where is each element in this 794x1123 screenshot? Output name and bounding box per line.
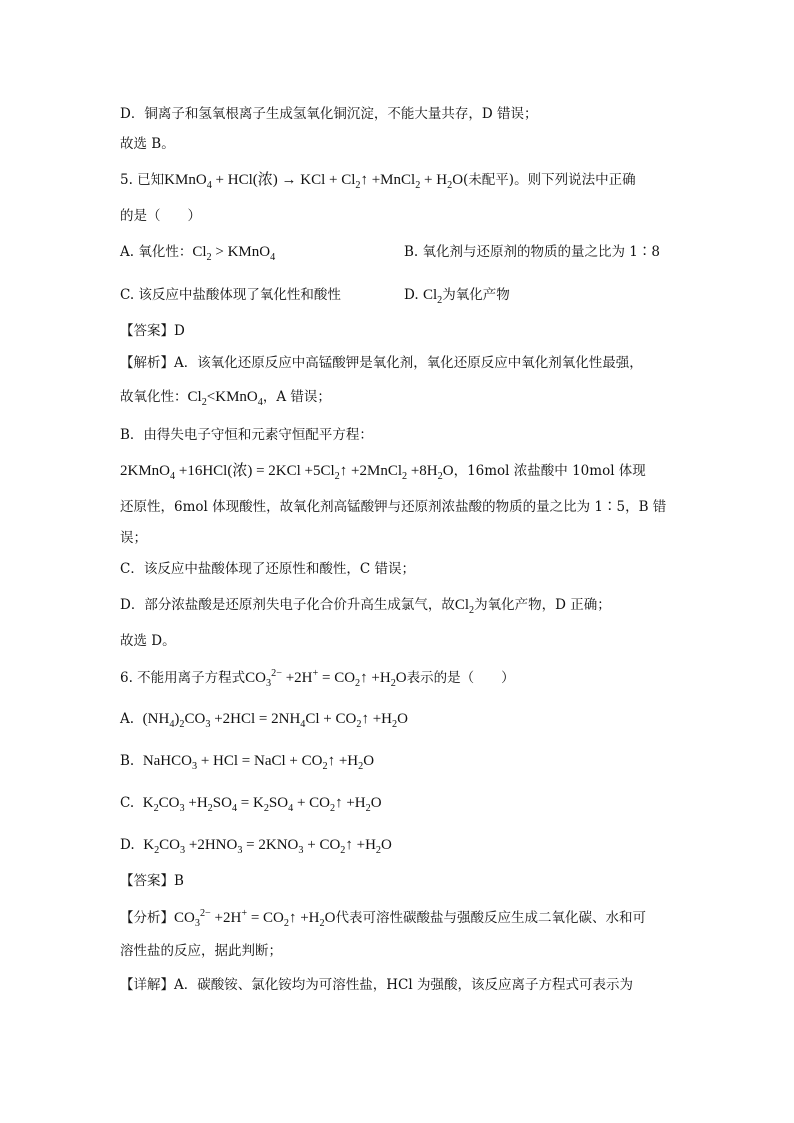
- analysis-line: [120, 908, 646, 928]
- option-a-label: A. 氧化性：: [120, 244, 193, 260]
- analysis-prefix: 【分析】: [120, 910, 174, 926]
- equation: 2KMnO$_4$ +16HCl(浓) = $2KCl +5Cl_2↑$ +2MnCl$_2$ $+8H_2O$: [120, 463, 454, 482]
- analysis-suffix: 代表可溶性碳酸盐与强酸反应生成二氧化碳、水和可: [335, 910, 646, 926]
- text-line: 故选 B。: [120, 136, 175, 152]
- equation: $Cl_2$ > KMnO$_4$: [192, 244, 276, 263]
- text-line: 的是（ ）: [120, 208, 201, 224]
- equation: NaHCO$_3$ + HCl = NaCl + $CO_2↑ +H_2O$: [142, 753, 375, 772]
- option-a-label: A.: [120, 711, 135, 727]
- option-a: [120, 709, 408, 729]
- answer-label: 【答案】B: [120, 873, 184, 889]
- equation: $(NH_4)_2CO_3 +2HCl = 2NH_4Cl$ + $CO_2↑ +H_2O$: [142, 711, 408, 730]
- answer-label: 【答案】D: [120, 323, 185, 339]
- option-c: [120, 793, 382, 813]
- text-line: 【解析】A．该氧化还原反应中高锰酸钾是氧化剂，氧化还原反应中氧化剂氧化性最强，: [120, 355, 643, 371]
- analysis-ox-prefix: 故氧化性：: [120, 389, 188, 405]
- equation: $K_2CO_3 +H_2SO_4 = K_2SO_4$ + $CO_2↑ +H_2O$: [142, 795, 382, 814]
- option-b: B. 氧化剂与还原剂的物质的量之比为 1∶8: [404, 244, 660, 260]
- equation: $K_2CO_3 +2HNO_3 = 2KNO_3$ + $CO_2↑ +H_2O$: [143, 837, 392, 856]
- text-line: 【详解】A．碳酸铵、氯化铵均为可溶性盐，HCl 为强酸，该反应离子方程式可表示为: [120, 977, 633, 993]
- question-6-suffix: 表示的是（ ）: [406, 670, 515, 686]
- analysis-ox-suffix: ，A 错误；: [262, 389, 331, 405]
- equation: $Cl_2$: [454, 597, 475, 616]
- equation: KMnO$_4$ + HCl(浓) → KCl + $Cl_2↑$ +MnCl$_2$ + $H_2O$: [164, 172, 464, 191]
- equation-suffix: ，16mol 浓盐酸中 10mol 体现: [453, 463, 646, 479]
- text-line: 还原性，6mol 体现酸性，故氧化剂高锰酸钾与还原剂浓盐酸的物质的量之比为 1∶5，B 错: [120, 499, 667, 515]
- question-5-prefix: 5. 已知: [120, 172, 165, 188]
- question-6-stem: [120, 668, 515, 688]
- text-line: 故选 D。: [120, 633, 176, 649]
- text-line: B．由得失电子守恒和元素守恒配平方程：: [120, 427, 373, 443]
- question-5-suffix: (未配平)。则下列说法中正确: [463, 172, 636, 188]
- option-d: [120, 835, 392, 855]
- question-5-stem: [120, 170, 636, 190]
- question-6-prefix: 6. 不能用离子方程式: [120, 670, 246, 686]
- option-a: [120, 242, 275, 262]
- option-d-label: D.: [404, 287, 419, 303]
- equation: $Cl_2<KMnO_4$: [187, 389, 263, 408]
- text-line: D．铜离子和氢氧根离子生成氢氧化铜沉淀，不能大量共存，D 错误；: [120, 106, 538, 122]
- option-d: [404, 285, 510, 305]
- option-c-label: C.: [120, 795, 135, 811]
- equation: $Cl_2$: [422, 287, 443, 306]
- option-c: C. 该反应中盐酸体现了氧化性和酸性: [120, 287, 341, 303]
- analysis-d-suffix: 为氧化产物，D 正确；: [474, 597, 611, 613]
- text-line: [120, 387, 331, 407]
- equation: $CO_3^{2-} +2H^+$ = $CO_2↑ +H_2O$: [245, 668, 407, 689]
- option-b: [120, 751, 374, 771]
- balanced-equation-line: [120, 461, 646, 481]
- text-line: 误；: [120, 530, 147, 546]
- analysis-d-prefix: D．部分浓盐酸是还原剂失电子化合价升高生成氯气，故: [120, 597, 455, 613]
- option-d-label: D.: [120, 837, 135, 853]
- option-b-label: B.: [120, 753, 135, 769]
- text-line: 溶性盐的反应，据此判断；: [120, 943, 282, 959]
- option-d-suffix: 为氧化产物: [442, 287, 510, 303]
- text-line: C．该反应中盐酸体现了还原性和酸性，C 错误；: [120, 561, 415, 577]
- equation: $CO_3^{2-} +2H^+$ = $CO_2↑ +H_2O$: [174, 908, 336, 929]
- text-line: [120, 595, 611, 615]
